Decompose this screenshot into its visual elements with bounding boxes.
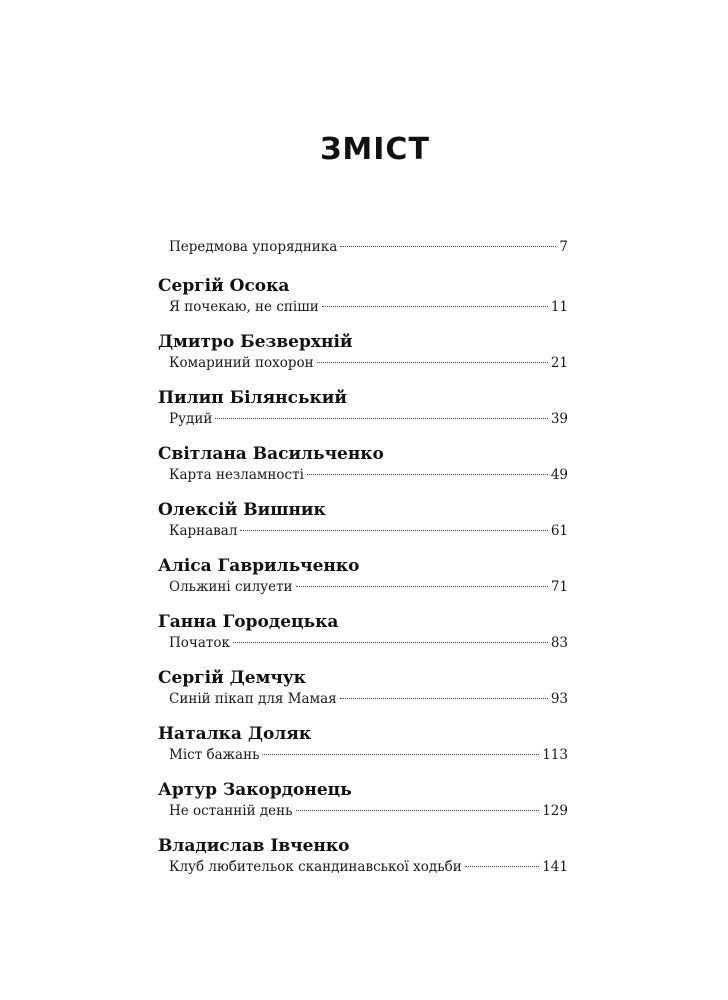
toc-work-title: Комариний похорон: [169, 355, 314, 371]
toc-page-number: 141: [542, 859, 568, 875]
toc-line: [158, 801, 568, 821]
toc-page-number: 93: [550, 691, 568, 707]
toc-page-number: 21: [550, 355, 568, 371]
toc-leader-dots: [465, 866, 540, 867]
toc-work-title: Карнавал: [169, 523, 238, 539]
toc-entry: [158, 443, 568, 485]
toc-leader-dots: [340, 698, 548, 699]
toc-work-title: Карта незламності: [169, 467, 304, 483]
toc-author: Артур Закордонець: [158, 780, 352, 800]
toc-line: [158, 409, 568, 429]
toc-line: [158, 857, 568, 877]
toc-entry: [158, 499, 568, 541]
toc-line: [158, 521, 568, 541]
toc-entry: [158, 779, 568, 821]
toc-work-title: Рудий: [169, 411, 213, 427]
toc-entry: [158, 555, 568, 597]
toc-work-title: Не останній день: [169, 803, 293, 819]
toc-author: Сергій Осока: [158, 276, 290, 296]
toc-leader-dots: [340, 246, 556, 247]
toc-leader-dots: [262, 754, 539, 755]
toc-entry-preface: [158, 237, 568, 257]
toc-work-title: Синій пікап для Мамая: [169, 691, 337, 707]
toc-leader-dots: [322, 306, 548, 307]
toc-leader-dots: [296, 586, 548, 587]
toc-author: Наталка Доляк: [158, 724, 312, 744]
toc-page-number: 49: [550, 467, 568, 483]
toc-leader-dots: [307, 474, 548, 475]
toc-entry: [158, 611, 568, 653]
toc-author: Ганна Городецька: [158, 612, 339, 632]
toc-leader-dots: [317, 362, 548, 363]
toc-page-number: 83: [550, 635, 568, 651]
page-title: ЗМІСТ: [320, 132, 430, 167]
toc-work-title: Я почекаю, не спіши: [169, 299, 319, 315]
toc-author: Світлана Васильченко: [158, 444, 384, 464]
toc-line: [158, 633, 568, 653]
toc-page-number: 39: [550, 411, 568, 427]
toc-work-title: Клуб любительок скандинавської ходьби: [169, 859, 462, 875]
toc-entry: [158, 331, 568, 373]
toc-leader-dots: [296, 810, 540, 811]
toc-entry: [158, 387, 568, 429]
toc-work-title: Початок: [169, 635, 230, 651]
toc-page-number: 61: [550, 523, 568, 539]
table-of-contents: [158, 237, 568, 877]
toc-entry: [158, 835, 568, 877]
toc-line: [158, 353, 568, 373]
toc-line: [158, 297, 568, 317]
toc-leader-dots: [233, 642, 548, 643]
toc-line: [158, 237, 568, 257]
toc-author: Владислав Івченко: [158, 836, 350, 856]
toc-leader-dots: [240, 530, 547, 531]
toc-author: Олексій Вишник: [158, 500, 326, 520]
toc-page-number: 71: [550, 579, 568, 595]
toc-author: Сергій Демчук: [158, 668, 306, 688]
toc-page-number: 7: [559, 239, 568, 255]
toc-line: [158, 689, 568, 709]
toc-page-number: 129: [542, 803, 568, 819]
toc-entry: [158, 667, 568, 709]
toc-line: [158, 465, 568, 485]
toc-work-title: Міст бажань: [169, 747, 260, 763]
toc-line: [158, 745, 568, 765]
toc-page-number: 11: [550, 299, 568, 315]
toc-work-title: Передмова упорядника: [169, 239, 338, 255]
toc-author: Дмитро Безверхній: [158, 332, 353, 352]
toc-entry: [158, 723, 568, 765]
toc-author: Аліса Гаврильченко: [158, 556, 360, 576]
toc-work-title: Ольжині силуети: [169, 579, 293, 595]
toc-author: Пилип Білянський: [158, 388, 347, 408]
toc-entry: [158, 275, 568, 317]
toc-leader-dots: [215, 418, 547, 419]
toc-line: [158, 577, 568, 597]
toc-page-number: 113: [542, 747, 568, 763]
